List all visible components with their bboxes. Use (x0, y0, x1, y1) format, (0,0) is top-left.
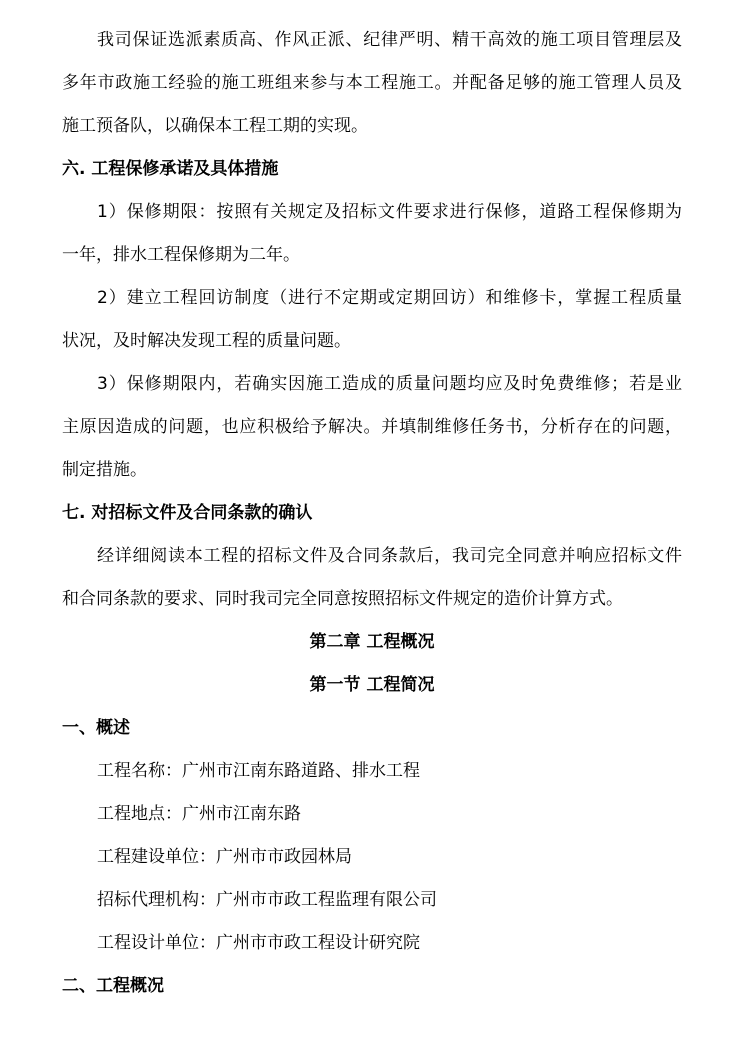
section-2-heading: 二、工程概况 (62, 976, 164, 996)
warranty-item-1-line-1: 1）保修期限：按照有关规定及招标文件要求进行保修，道路工程保修期为 (97, 202, 682, 222)
warranty-item-1-line-2: 一年，排水工程保修期为二年。 (62, 245, 300, 265)
chapter-title: 第二章 工程概况 (309, 632, 435, 652)
intro-line-3: 施工预备队，以确保本工程工期的实现。 (62, 116, 368, 136)
warranty-item-2-line-1: 2）建立工程回访制度（进行不定期或定期回访）和维修卡，掌握工程质量 (97, 288, 682, 308)
project-designer: 工程设计单位：广州市市政工程设计研究院 (97, 933, 420, 953)
warranty-item-3-line-3: 制定措施。 (62, 460, 147, 480)
warranty-item-3-line-1: 3）保修期限内，若确实因施工造成的质量问题均应及时免费维修；若是业 (97, 374, 682, 394)
confirmation-line-2: 和合同条款的要求、同时我司完全同意按照招标文件规定的造价计算方式。 (62, 589, 623, 609)
section-7-heading: 七. 对招标文件及合同条款的确认 (62, 503, 313, 523)
warranty-item-3-line-2: 主原因造成的问题，也应积极给予解决。并填制维修任务书，分析存在的问题， (62, 417, 682, 437)
project-owner: 工程建设单位：广州市市政园林局 (97, 847, 352, 867)
tender-agent: 招标代理机构：广州市市政工程监理有限公司 (97, 890, 437, 910)
confirmation-line-1: 经详细阅读本工程的招标文件及合同条款后，我司完全同意并响应招标文件 (97, 546, 682, 566)
section-6-heading: 六. 工程保修承诺及具体措施 (62, 159, 279, 179)
intro-line-2: 多年市政施工经验的施工班组来参与本工程施工。并配备足够的施工管理人员及 (62, 73, 682, 93)
intro-line-1: 我司保证选派素质高、作风正派、纪律严明、精干高效的施工项目管理层及 (97, 30, 682, 50)
project-location: 工程地点：广州市江南东路 (97, 804, 301, 824)
section-title: 第一节 工程简况 (309, 675, 435, 695)
project-name: 工程名称：广州市江南东路道路、排水工程 (97, 761, 420, 781)
warranty-item-2-line-2: 状况，及时解决发现工程的质量问题。 (62, 331, 351, 351)
overview-heading: 一、概述 (62, 718, 130, 738)
